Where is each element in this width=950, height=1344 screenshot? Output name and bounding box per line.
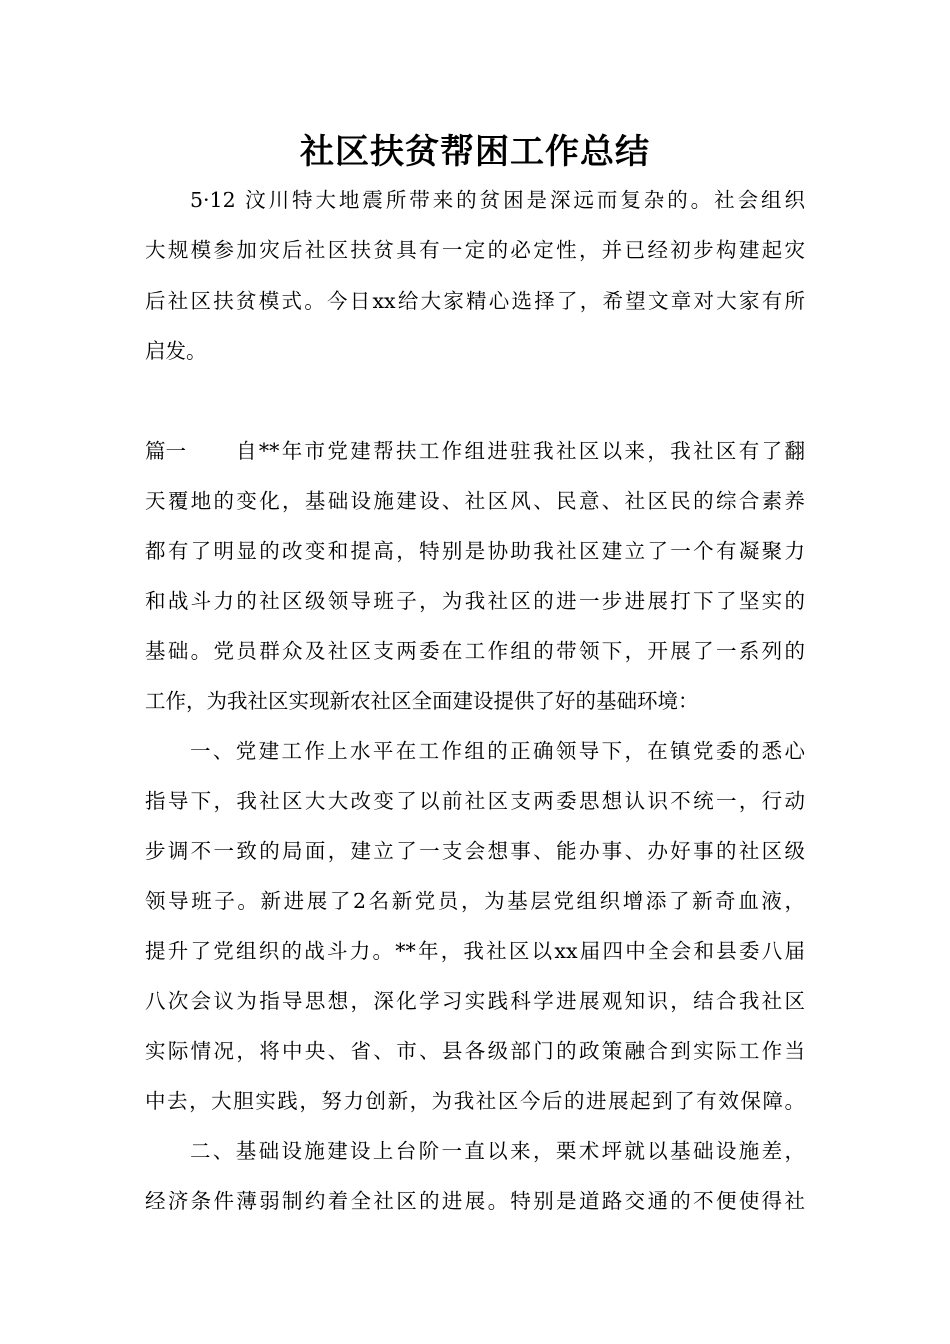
intro-line-1: 5·12 汶川特大地震所带来的贫困是深远而复杂的。社会组织 [190, 188, 805, 212]
para2-line-7: 实际情况，将中央、省、市、县各级部门的政策融合到实际工作当 [145, 1039, 805, 1063]
para2-line-5: 提升了党组织的战斗力。**年，我社区以xx届四中全会和县委八届 [145, 939, 805, 963]
section1-line-3: 都有了明显的改变和提高，特别是协助我社区建立了一个有凝聚力 [145, 539, 805, 563]
section1-line-2: 天覆地的变化，基础设施建设、社区风、民意、社区民的综合素养 [145, 489, 805, 513]
intro-line-3: 后社区扶贫模式。今日xx给大家精心选择了，希望文章对大家有所 [145, 289, 805, 313]
para2-line-1: 一、党建工作上水平在工作组的正确领导下，在镇党委的悉心 [190, 739, 805, 763]
para2-line-6: 八次会议为指导思想，深化学习实践科学进展观知识，结合我社区 [145, 989, 805, 1013]
para2-line-2: 指导下，我社区大大改变了以前社区支两委思想认识不统一，行动 [145, 789, 805, 813]
para2-line-3: 步调不一致的局面，建立了一支会想事、能办事、办好事的社区级 [145, 839, 805, 863]
section1-line-5: 基础。党员群众及社区支两委在工作组的带领下，开展了一系列的 [145, 639, 805, 663]
para2-line-8: 中去，大胆实践，努力创新，为我社区今后的进展起到了有效保障。 [145, 1089, 805, 1113]
intro-line-2: 大规模参加灾后社区扶贫具有一定的必定性，并已经初步构建起灾 [145, 238, 805, 262]
section1-line-1: 自**年市党建帮扶工作组进驻我社区以来，我社区有了翻 [236, 439, 805, 463]
section1-line-4: 和战斗力的社区级领导班子，为我社区的进一步进展打下了坚实的 [145, 589, 805, 613]
section1-line-6: 工作，为我社区实现新农社区全面建设提供了好的基础环境： [145, 689, 699, 713]
para2-line-4: 领导班子。新进展了2名新党员，为基层党组织增添了新奇血液， [145, 889, 805, 913]
section-label: 篇一 [145, 439, 186, 463]
para3-line-1: 二、基础设施建设上台阶一直以来，栗术坪就以基础设施差， [190, 1139, 805, 1163]
document-title: 社区扶贫帮困工作总结 [300, 132, 650, 172]
para3-line-2: 经济条件薄弱制约着全社区的进展。特别是道路交通的不便使得社 [145, 1189, 805, 1213]
intro-line-4: 启发。 [145, 339, 207, 363]
